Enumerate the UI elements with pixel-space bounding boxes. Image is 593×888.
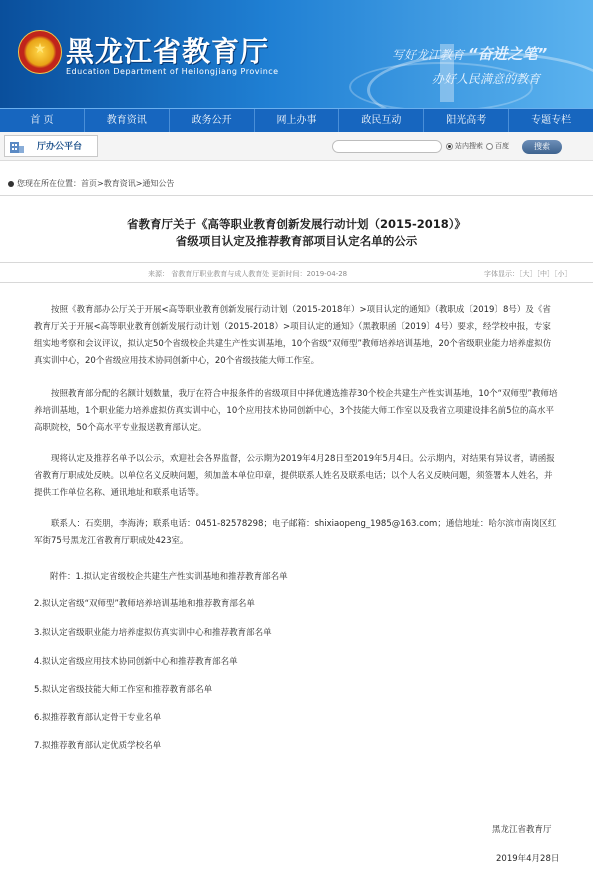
article-title: 省教育厅关于《高等职业教育创新发展行动计划（2015-2018）》 [126,217,467,231]
baidu-search-label: 百度 [495,142,509,150]
site-search-radio[interactable] [446,143,453,150]
divider [0,195,593,196]
signature: 黑龙江省教育厅 [492,825,552,835]
article-paragraph: 按照教育部分配的名额计划数量，我厅在符合申报条件的省级项目中择优遴选推荐30个校企共建生产性实训基地，10个“双师型”教师培养培训基地，1个职业能力培养虚拟仿真实训中心，10个应用技术协同创新中心，3个技能大师工作室以及我省立项建设排名前5位的高水平高职院校，50个高水平专业报送教育部认定。 [34,389,558,433]
toolbar [0,132,593,161]
site-header [0,0,593,108]
nav-interaction[interactable]: 政民互动 [339,109,424,133]
attachment-item[interactable]: 4.拟认定省级应用技术协同创新中心和推荐教育部名单 [34,657,238,667]
article-paragraph: 现将认定及推荐名单予以公示，欢迎社会各界监督，公示期为2019年4月28日至2019年5月4日。公示期内，对结果有异议者，请函报省教育厅职成处反映。以单位名义反映问题，须加盖本单位印章，提供联系人姓名及联系电话；以个人名义反映问题，须签署本人姓名，并提供工作单位名称、通讯地址和联系电话等。 [34,454,555,498]
font-size-switcher[interactable]: 字体显示：［大］［中］［小］ [484,270,572,278]
attachment-item[interactable]: 7.拟推荐教育部认定优质学校名单 [34,741,162,751]
site-search-label: 站内搜索 [455,142,483,150]
search-button[interactable]: 搜索 [522,140,562,154]
site-title[interactable]: 黑龙江省教育厅 [66,35,270,68]
search-input[interactable] [332,140,442,153]
nav-home[interactable]: 首 页 [0,109,85,133]
article-title-line2: 省级项目认定及推荐教育部项目认定名单的公示 [175,234,418,248]
nav-government-affairs[interactable]: 政务公开 [170,109,255,133]
office-platform-button[interactable] [4,135,98,157]
slogan-sub: 办好人民满意的教育 [432,72,541,86]
nav-online-services[interactable]: 网上办事 [255,109,340,133]
building-icon [9,138,25,154]
main-nav [0,108,593,133]
breadcrumb [8,178,174,189]
signature-date: 2019年4月28日 [496,854,560,864]
nav-college-exam[interactable]: 阳光高考 [424,109,509,133]
attachment-item[interactable]: 5.拟认定省级技能大师工作室和推荐教育部名单 [34,685,213,695]
national-emblem-icon: ★ [18,30,62,74]
slogan: 写好龙江教育 “奋进之笔” [392,45,548,63]
breadcrumb-text[interactable]: 您现在所在位置：首页>教育资讯>通知公告 [17,179,175,188]
article-paragraph: 联系人：石奕朋，李海涛；联系电话：0451-82578298；电子邮箱：shixiaopeng_1985@163.com；通信地址：哈尔滨市南岗区红军街75号黑龙江省教育厅职成处423室。 [34,519,557,546]
nav-education-news[interactable]: 教育资讯 [85,109,170,133]
office-platform-label: 厅办公平台 [37,142,83,152]
article-meta: 来源： 省教育厅职业教育与成人教育处 更新时间：2019-04-28 [148,270,348,278]
baidu-search-radio[interactable] [486,143,493,150]
attachment-item[interactable]: 附件：1.拟认定省级校企共建生产性实训基地和推荐教育部名单 [50,572,288,582]
attachment-item[interactable]: 6.拟推荐教育部认定骨干专业名单 [34,713,162,723]
article-paragraph: 按照《教育部办公厅关于开展<高等职业教育创新发展行动计划（2015-2018年）>项目认定的通知》（教职成〔2019〕8号）及《省教育厅关于开展<高等职业教育创新发展行动计划（2015-2018）>项目认定的通知》（黑教职函〔2019〕4号）要求，经学校申报，专家组实地考察和会议评议，拟认定50个省级校企共建生产性实训基地，10个省级“双师型”教师培养培训基地，20个省级职业能力培养虚拟仿真实训中心，20个省级应用技术协同创新中心，20个省级技能大师工作室。 [34,305,552,366]
divider [0,282,593,283]
bullet-icon [8,181,14,187]
divider [0,262,593,263]
attachment-item[interactable]: 3.拟认定省级职业能力培养虚拟仿真实训中心和推荐教育部名单 [34,628,272,638]
nav-special-topics[interactable]: 专题专栏 [531,115,572,126]
attachment-item[interactable]: 2.拟认定省级“双师型”教师培养培训基地和推荐教育部名单 [34,599,255,609]
site-subtitle: Education Department of Heilongjiang Province [66,67,279,76]
